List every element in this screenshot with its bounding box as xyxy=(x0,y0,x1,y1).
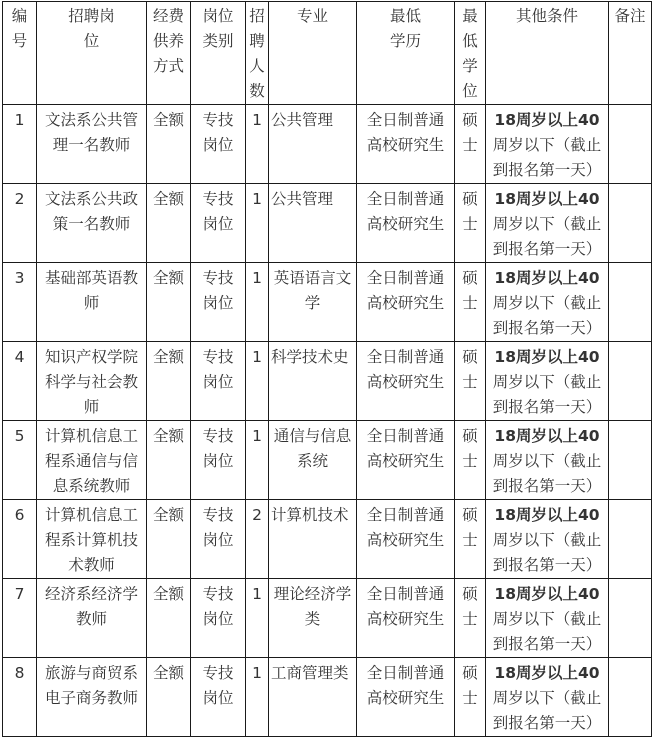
cell-remarks xyxy=(609,105,652,184)
cell-education: 全日制普通高校研究生 xyxy=(357,421,455,500)
cell-category: 专技岗位 xyxy=(191,105,246,184)
conditions-deadline: 周岁以下（截止到报名第一天） xyxy=(492,294,602,337)
cell-conditions xyxy=(486,579,609,658)
conditions-age-range: 18周岁以上40 xyxy=(494,664,600,682)
cell-degree: 硕士 xyxy=(455,579,486,658)
cell-funding: 全额 xyxy=(147,579,191,658)
cell-position: 基础部英语教师 xyxy=(37,263,147,342)
cell-education: 全日制普通高校研究生 xyxy=(357,579,455,658)
table-header-row xyxy=(3,2,652,105)
cell-conditions xyxy=(486,184,609,263)
cell-conditions xyxy=(486,658,609,737)
table-row xyxy=(3,105,652,184)
conditions-deadline: 周岁以下（截止到报名第一天） xyxy=(492,215,602,258)
cell-degree: 硕士 xyxy=(455,105,486,184)
cell-major: 公共管理 xyxy=(269,184,357,263)
cell-funding: 全额 xyxy=(147,658,191,737)
cell-remarks xyxy=(609,500,652,579)
cell-major: 通信与信息系统 xyxy=(269,421,357,500)
cell-major: 理论经济学类 xyxy=(269,579,357,658)
cell-remarks xyxy=(609,579,652,658)
cell-major: 计算机技术 xyxy=(269,500,357,579)
cell-education: 全日制普通高校研究生 xyxy=(357,105,455,184)
cell-category: 专技岗位 xyxy=(191,263,246,342)
table-row xyxy=(3,263,652,342)
table-row xyxy=(3,500,652,579)
cell-position: 计算机信息工程系计算机技术教师 xyxy=(37,500,147,579)
cell-education: 全日制普通高校研究生 xyxy=(357,500,455,579)
table-row xyxy=(3,184,652,263)
cell-degree: 硕士 xyxy=(455,342,486,421)
cell-position: 经济系经济学教师 xyxy=(37,579,147,658)
cell-count: 1 xyxy=(246,105,269,184)
conditions-age-range: 18周岁以上40 xyxy=(494,506,600,524)
header-education: 最低学历 xyxy=(357,2,455,105)
cell-funding: 全额 xyxy=(147,184,191,263)
cell-degree: 硕士 xyxy=(455,500,486,579)
cell-count: 1 xyxy=(246,658,269,737)
conditions-deadline: 周岁以下（截止到报名第一天） xyxy=(492,610,602,653)
cell-conditions xyxy=(486,421,609,500)
cell-degree: 硕士 xyxy=(455,421,486,500)
cell-conditions xyxy=(486,263,609,342)
cell-funding: 全额 xyxy=(147,105,191,184)
table-row xyxy=(3,658,652,737)
conditions-age-range: 18周岁以上40 xyxy=(494,269,600,287)
conditions-age-range: 18周岁以上40 xyxy=(494,585,600,603)
cell-major: 科学技术史 xyxy=(269,342,357,421)
cell-id: 3 xyxy=(3,263,37,342)
cell-position: 计算机信息工程系通信与信息系统教师 xyxy=(37,421,147,500)
cell-education: 全日制普通高校研究生 xyxy=(357,263,455,342)
cell-count: 1 xyxy=(246,421,269,500)
cell-funding: 全额 xyxy=(147,500,191,579)
cell-remarks xyxy=(609,421,652,500)
conditions-deadline: 周岁以下（截止到报名第一天） xyxy=(492,136,602,179)
cell-id: 4 xyxy=(3,342,37,421)
cell-conditions xyxy=(486,500,609,579)
cell-funding: 全额 xyxy=(147,342,191,421)
header-conditions: 其他条件 xyxy=(486,2,609,105)
cell-id: 5 xyxy=(3,421,37,500)
cell-category: 专技岗位 xyxy=(191,342,246,421)
table-row xyxy=(3,579,652,658)
table-row xyxy=(3,421,652,500)
cell-id: 8 xyxy=(3,658,37,737)
cell-category: 专技岗位 xyxy=(191,421,246,500)
cell-education: 全日制普通高校研究生 xyxy=(357,184,455,263)
cell-education: 全日制普通高校研究生 xyxy=(357,658,455,737)
cell-count: 1 xyxy=(246,579,269,658)
header-funding: 经费供养方式 xyxy=(147,2,191,105)
header-id: 编号 xyxy=(3,2,37,105)
cell-category: 专技岗位 xyxy=(191,579,246,658)
cell-funding: 全额 xyxy=(147,421,191,500)
cell-degree: 硕士 xyxy=(455,658,486,737)
conditions-age-range: 18周岁以上40 xyxy=(494,190,600,208)
header-major: 专业 xyxy=(269,2,357,105)
conditions-deadline: 周岁以下（截止到报名第一天） xyxy=(492,373,602,416)
header-count: 招聘人数 xyxy=(246,2,269,105)
table-row xyxy=(3,342,652,421)
cell-category: 专技岗位 xyxy=(191,500,246,579)
table-body xyxy=(3,105,652,737)
conditions-deadline: 周岁以下（截止到报名第一天） xyxy=(492,531,602,574)
cell-position: 旅游与商贸系电子商务教师 xyxy=(37,658,147,737)
cell-count: 1 xyxy=(246,342,269,421)
cell-degree: 硕士 xyxy=(455,184,486,263)
recruitment-table xyxy=(2,1,652,737)
cell-position: 文法系公共管理一名教师 xyxy=(37,105,147,184)
conditions-age-range: 18周岁以上40 xyxy=(494,427,600,445)
cell-education: 全日制普通高校研究生 xyxy=(357,342,455,421)
cell-category: 专技岗位 xyxy=(191,658,246,737)
cell-id: 6 xyxy=(3,500,37,579)
conditions-deadline: 周岁以下（截止到报名第一天） xyxy=(492,452,602,495)
header-position: 招聘岗位 xyxy=(37,2,147,105)
cell-position: 文法系公共政策一名教师 xyxy=(37,184,147,263)
header-degree: 最低学位 xyxy=(455,2,486,105)
cell-conditions xyxy=(486,105,609,184)
header-category: 岗位类别 xyxy=(191,2,246,105)
cell-position: 知识产权学院科学与社会教师 xyxy=(37,342,147,421)
cell-category: 专技岗位 xyxy=(191,184,246,263)
cell-id: 1 xyxy=(3,105,37,184)
conditions-deadline: 周岁以下（截止到报名第一天） xyxy=(492,689,602,732)
cell-remarks xyxy=(609,184,652,263)
cell-conditions xyxy=(486,342,609,421)
cell-count: 2 xyxy=(246,500,269,579)
cell-count: 1 xyxy=(246,184,269,263)
cell-major: 英语语言文学 xyxy=(269,263,357,342)
cell-major: 公共管理 xyxy=(269,105,357,184)
cell-remarks xyxy=(609,658,652,737)
cell-count: 1 xyxy=(246,263,269,342)
conditions-age-range: 18周岁以上40 xyxy=(494,348,600,366)
conditions-age-range: 18周岁以上40 xyxy=(494,111,600,129)
cell-major: 工商管理类 xyxy=(269,658,357,737)
cell-id: 7 xyxy=(3,579,37,658)
cell-funding: 全额 xyxy=(147,263,191,342)
cell-remarks xyxy=(609,342,652,421)
header-remarks: 备注 xyxy=(609,2,652,105)
cell-degree: 硕士 xyxy=(455,263,486,342)
cell-id: 2 xyxy=(3,184,37,263)
cell-remarks xyxy=(609,263,652,342)
